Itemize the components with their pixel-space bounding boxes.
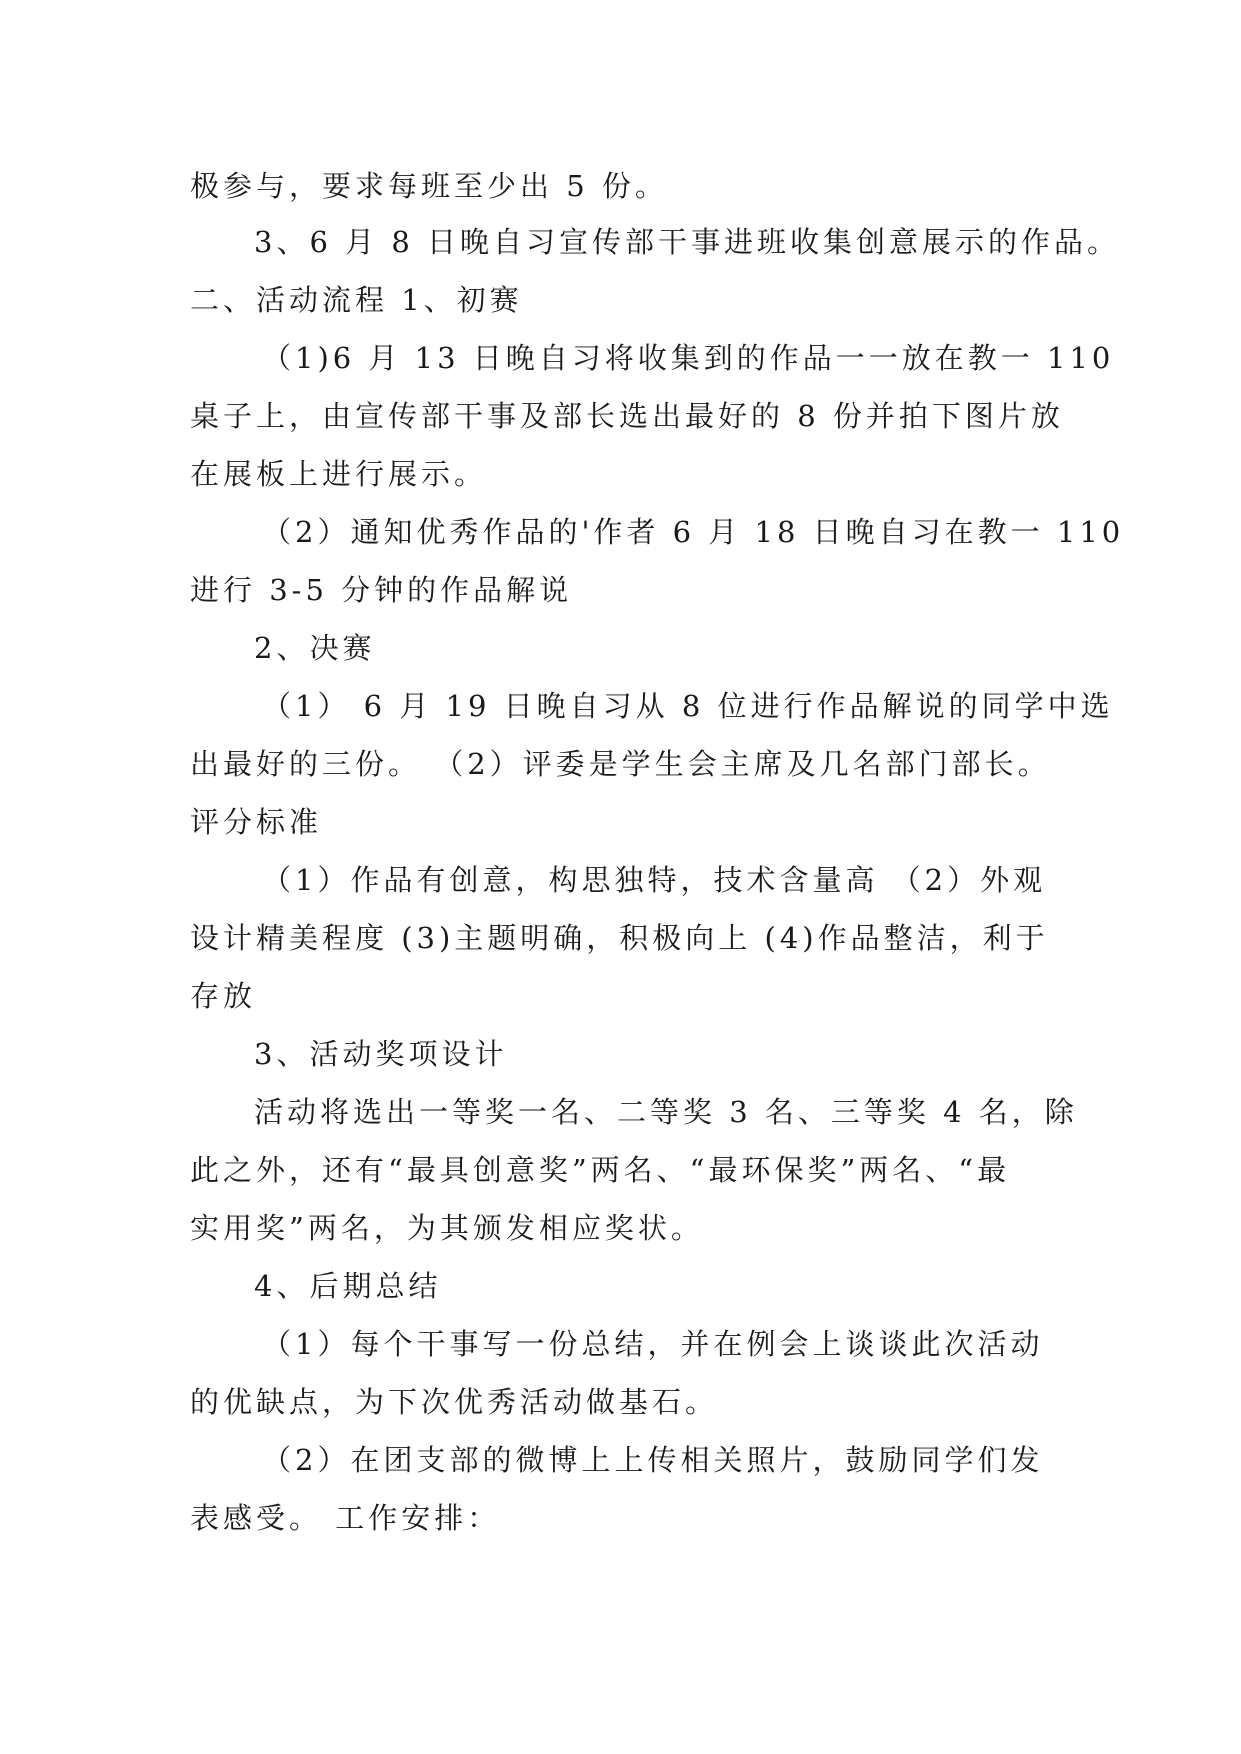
section-heading: 二、活动流程 1、初赛 [190,283,523,317]
text-line: 出最好的三份。 （2）评委是学生会主席及几名部门部长。 [190,747,1051,781]
text-line: （2）通知优秀作品的'作者 6 月 18 日晚自习在教一 110 [262,515,1125,549]
section-heading: 2、决赛 [254,631,376,665]
text-line: （2）在团支部的微博上上传相关照片，鼓励同学们发 [262,1443,1044,1477]
text-line: （1）每个干事写一份总结，并在例会上谈谈此次活动 [262,1327,1044,1361]
text-line: 3、6 月 8 日晚自习宣传部干事进班收集创意展示的作品。 [254,225,1121,259]
text-line: 在展板上进行展示。 [190,457,488,491]
text-line: （1)6 月 13 日晚自习将收集到的作品一一放在教一 110 [262,341,1115,375]
text-line: 活动将选出一等奖一名、二等奖 3 名、三等奖 4 名，除 [254,1095,1078,1129]
text-line: 存放 [190,979,257,1013]
text-line: 此之外，还有“最具创意奖”两名、“最环保奖”两名、“最 [190,1153,1011,1187]
text-line: 桌子上，由宣传部干事及部长选出最好的 8 份并拍下图片放 [190,399,1064,433]
text-line: 表感受。 工作安排： [190,1501,501,1535]
text-line: 进行 3-5 分钟的作品解说 [190,573,573,607]
text-line: 设计精美程度 (3)主题明确，积极向上 (4)作品整洁，利于 [190,921,1049,955]
text-line: 实用奖”两名，为其颁发相应奖状。 [190,1211,704,1245]
text-line: 的优缺点，为下次优秀活动做基石。 [190,1385,719,1419]
text-line: 极参与，要求每班至少出 5 份。 [190,169,668,203]
section-heading: 评分标准 [190,805,323,839]
text-line: （1） 6 月 19 日晚自习从 8 位进行作品解说的同学中选 [262,689,1114,723]
text-line: （1）作品有创意，构思独特，技术含量高 （2）外观 [262,863,1047,897]
section-heading: 4、后期总结 [254,1269,442,1303]
section-heading: 3、活动奖项设计 [254,1037,508,1071]
